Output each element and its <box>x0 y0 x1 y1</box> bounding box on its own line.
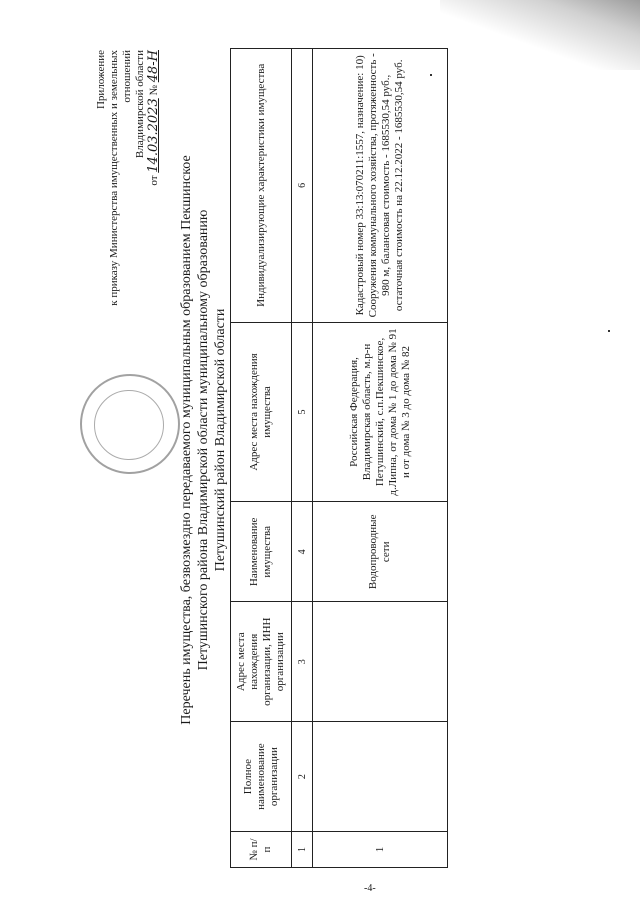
document-title <box>178 80 229 800</box>
handwritten-date: 14.03.2023 <box>146 98 161 173</box>
header-num: № п/п <box>231 832 292 868</box>
table-header-row <box>231 49 292 868</box>
header-characteristics: Индивидуализирующие характеристики имущества <box>231 49 292 323</box>
scan-speck <box>430 74 432 76</box>
page-number: -4- <box>364 883 376 894</box>
cell-property-name: Водопроводные сети <box>313 502 448 602</box>
table-row <box>313 49 448 868</box>
seal-inner-ring <box>94 390 164 460</box>
cell-characteristics: Кадастровый номер 33:13:070211:1557, назначение: 10) Сооружения коммунального хозяйства, протяженность - 980 м, балансовая стоимость - 1685530,54 руб., остаточная стоимость на 22.12.2022 - 1685530,54 руб. <box>313 49 448 323</box>
cell-num: 1 <box>313 832 448 868</box>
appendix-order-ref: к приказу Министерства имущественных и земельных отношений <box>108 50 133 306</box>
header-property-address: Адрес места нахождения имущества <box>231 322 292 502</box>
title-line-1: Перечень имущества, безвозмездно передаваемого муниципальным образованием Пекшинское <box>179 155 194 725</box>
appendix-region: Владимирской области <box>134 50 146 159</box>
scan-speck <box>608 330 610 332</box>
round-seal-icon <box>80 374 180 474</box>
cell-org-address <box>313 602 448 722</box>
appendix-block <box>95 50 161 320</box>
property-table <box>230 48 448 868</box>
title-line-3: Петушинский район Владимирской области <box>213 308 228 572</box>
cell-property-address: Российская Федерация, Владимирская область, м.р-н Петушинский, с.п.Пекшинское, д.Липна, от дома № 1 до дома № 91 и от дома № 3 до дома № 82 <box>313 322 448 502</box>
header-org-address: Адрес места нахождения организации, ИНН организации <box>231 602 292 722</box>
handwritten-number: 48-Н <box>146 50 161 83</box>
appendix-title: Приложение <box>95 50 107 110</box>
document-page <box>20 40 620 880</box>
header-property-name: Наименование имущества <box>231 502 292 602</box>
title-line-2: Петушинского района Владимирской области муниципальному образованию <box>196 209 211 671</box>
cell-org-name <box>313 722 448 832</box>
appendix-date-line: от 14.03.2023 № 48-Н <box>146 50 161 186</box>
column-number-row: 1 2 3 4 5 6 <box>292 49 313 868</box>
header-org-name: Полное наименование организации <box>231 722 292 832</box>
